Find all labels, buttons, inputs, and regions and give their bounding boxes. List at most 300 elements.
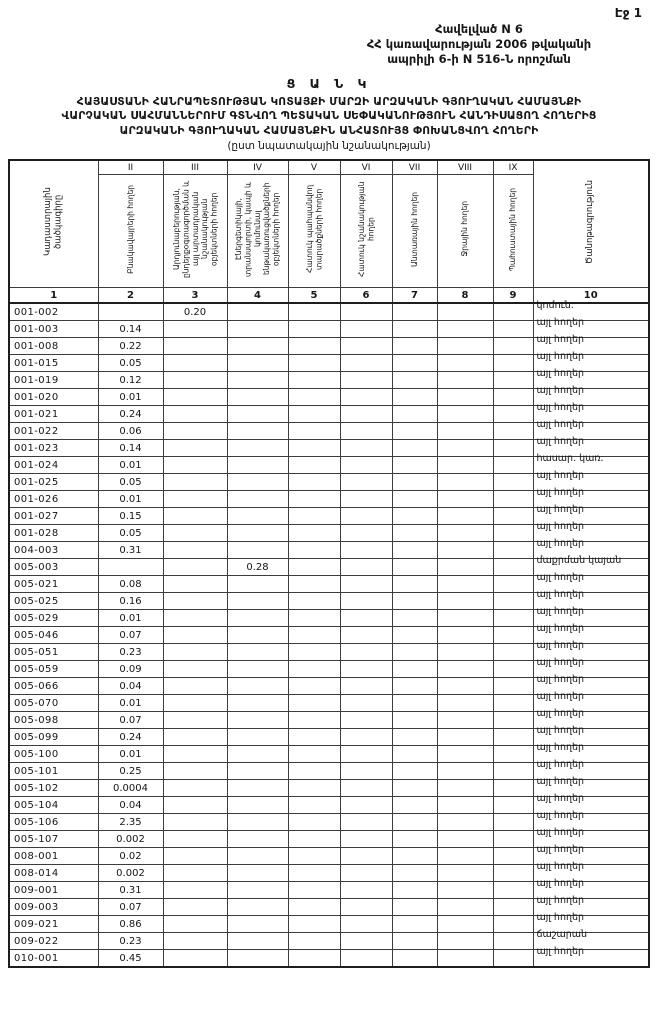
area-value-col7 [392,848,437,865]
cadastral-code: 001-028 [9,525,98,542]
area-value-col9 [493,814,533,831]
area-value-col2: 0.25 [98,763,163,780]
column-header-7 [392,175,437,288]
area-value-col5 [288,933,340,950]
area-value-col8 [437,848,493,865]
column-number-1: 1 [9,288,98,304]
area-value-col3 [163,644,227,661]
area-value-col2: 0.002 [98,831,163,848]
area-value-col5 [288,321,340,338]
area-value-col4 [227,695,288,712]
note-cell [533,945,649,968]
area-value-col4 [227,338,288,355]
appendix-title: Հավելված N 6 [435,22,523,36]
note-text: այլ հողեր [536,418,585,430]
area-value-col7 [392,916,437,933]
area-value-col6 [340,746,392,763]
note-text: այլ հողեր [536,350,585,362]
area-value-col7 [392,763,437,780]
area-value-col4 [227,355,288,372]
area-value-col9 [493,491,533,508]
area-value-col3 [163,899,227,916]
area-value-col4 [227,389,288,406]
table-row [9,950,649,968]
area-value-col3 [163,814,227,831]
area-value-col3 [163,440,227,457]
area-value-col5 [288,508,340,525]
cadastral-code: 001-024 [9,457,98,474]
note-text: այլ հողեր [536,809,585,821]
area-value-col7 [392,303,437,321]
area-value-col5 [288,559,340,576]
area-value-col8 [437,338,493,355]
area-value-col8 [437,780,493,797]
note-text: այլ հողեր [536,316,585,328]
area-value-col9 [493,508,533,525]
area-value-col7 [392,576,437,593]
column-header-8-label: Ջրային հողեր [460,201,470,257]
cadastral-code: 005-106 [9,814,98,831]
area-value-col5 [288,644,340,661]
column-header-2-label: Բնակավայրերի հողեր [125,184,135,274]
land-parcels-table [8,159,650,968]
cadastral-code: 001-023 [9,440,98,457]
area-value-col6 [340,763,392,780]
area-value-col3 [163,474,227,491]
area-value-col2: 0.01 [98,610,163,627]
column-header-6 [340,175,392,288]
cadastral-code: 005-107 [9,831,98,848]
area-value-col3 [163,372,227,389]
area-value-col7 [392,610,437,627]
cadastral-code: 001-019 [9,372,98,389]
area-value-col7 [392,831,437,848]
roman-numeral-IX: IX [493,160,533,175]
area-value-col6 [340,525,392,542]
decree-line-2: ապրիլի 6-ի N 516-Ն որոշման [387,51,571,66]
roman-numeral-IV: IV [227,160,288,175]
column-header-7-label: Անտառային հողեր [409,191,419,267]
cadastral-code: 005-102 [9,780,98,797]
note-text: այլ հողեր [536,911,585,923]
cadastral-code: 009-022 [9,933,98,950]
area-value-col6 [340,950,392,968]
area-value-col7 [392,406,437,423]
area-value-col2: 0.01 [98,491,163,508]
cadastral-code: 005-101 [9,763,98,780]
note-text: այլ հողեր [536,435,585,447]
cadastral-code: 001-025 [9,474,98,491]
cadastral-code: 009-001 [9,882,98,899]
cadastral-code: 001-022 [9,423,98,440]
area-value-col2: 0.01 [98,389,163,406]
area-value-col7 [392,661,437,678]
area-value-col5 [288,610,340,627]
area-value-col6 [340,406,392,423]
area-value-col4 [227,440,288,457]
note-text: այլ հողեր [536,860,585,872]
title-line-3: ԱՐԶԱԿԱՆԻ ԳՅՈՒՂԱԿԱՆ ՀԱՄԱՅՆՔԻՆ ԱՆՀԱՏՈՒՅՑ ՓՈԽԱՆՑՎՈՂ ՀՈՂԵՐԻ [119,123,539,137]
area-value-col9 [493,695,533,712]
area-value-col4 [227,916,288,933]
area-value-col9 [493,644,533,661]
area-value-col8 [437,831,493,848]
area-value-col3 [163,746,227,763]
area-value-col8 [437,899,493,916]
cadastral-code: 005-021 [9,576,98,593]
area-value-col5 [288,797,340,814]
area-value-col6 [340,780,392,797]
area-value-col3 [163,712,227,729]
cadastral-code: 005-051 [9,644,98,661]
area-value-col6 [340,423,392,440]
column-number-3: 3 [163,288,227,304]
note-text: այլ հողեր [536,333,585,345]
area-value-col4 [227,763,288,780]
area-value-col5 [288,814,340,831]
area-value-col6 [340,882,392,899]
area-value-col9 [493,916,533,933]
area-value-col6 [340,389,392,406]
area-value-col5 [288,525,340,542]
area-value-col2: 0.01 [98,457,163,474]
area-value-col9 [493,576,533,593]
area-value-col4 [227,678,288,695]
area-value-col4: 0.28 [227,559,288,576]
area-value-col5 [288,661,340,678]
area-value-col9 [493,474,533,491]
note-text: մաքրման կայան [536,554,622,566]
area-value-col2: 0.05 [98,525,163,542]
note-text: ճաշարան [536,928,588,940]
area-value-col4 [227,644,288,661]
cadastral-code: 005-100 [9,746,98,763]
area-value-col2: 0.002 [98,865,163,882]
note-text: այլ հողեր [536,384,585,396]
area-value-col7 [392,712,437,729]
area-value-col4 [227,303,288,321]
area-value-col8 [437,457,493,474]
area-value-col8 [437,933,493,950]
area-value-col2: 0.04 [98,797,163,814]
area-value-col9 [493,440,533,457]
area-value-col9 [493,355,533,372]
note-text: այլ հողեր [536,707,585,719]
area-value-col7 [392,338,437,355]
area-value-col4 [227,576,288,593]
area-value-col9 [493,627,533,644]
document-title: Ց Ա Ն Կ [286,75,372,91]
decree-line-1: ՀՀ կառավարության 2006 թվականի [366,36,592,51]
area-value-col8 [437,593,493,610]
area-value-col9 [493,831,533,848]
area-value-col4 [227,848,288,865]
area-value-col4 [227,950,288,968]
area-value-col3 [163,508,227,525]
note-text: այլ հողեր [536,690,585,702]
area-value-col8 [437,695,493,712]
area-value-col6 [340,457,392,474]
note-text: այլ հողեր [536,571,585,583]
area-value-col9 [493,933,533,950]
area-value-col4 [227,610,288,627]
cadastral-code: 008-001 [9,848,98,865]
note-text: այլ հողեր [536,588,585,600]
area-value-col2: 0.22 [98,338,163,355]
area-value-col8 [437,576,493,593]
area-value-col9 [493,678,533,695]
area-value-col3 [163,763,227,780]
area-value-col8 [437,525,493,542]
area-value-col6 [340,321,392,338]
roman-numeral-III: III [163,160,227,175]
area-value-col8 [437,729,493,746]
cadastral-code: 005-046 [9,627,98,644]
column-number-2: 2 [98,288,163,304]
area-value-col9 [493,303,533,321]
area-value-col7 [392,678,437,695]
area-value-col3 [163,338,227,355]
area-value-col8 [437,559,493,576]
area-value-col4 [227,457,288,474]
area-value-col3 [163,780,227,797]
area-value-col5 [288,440,340,457]
area-value-col2: 0.05 [98,355,163,372]
area-value-col5 [288,542,340,559]
area-value-col5 [288,355,340,372]
cadastral-code: 001-021 [9,406,98,423]
note-text: այլ հողեր [536,758,585,770]
area-value-col8 [437,423,493,440]
area-value-col8 [437,321,493,338]
area-value-col4 [227,372,288,389]
area-value-col6 [340,303,392,321]
cadastral-code: 005-003 [9,559,98,576]
area-value-col6 [340,848,392,865]
area-value-col3 [163,661,227,678]
area-value-col5 [288,303,340,321]
note-text: այլ հողեր [536,503,585,515]
area-value-col5 [288,763,340,780]
area-value-col3 [163,950,227,968]
cadastral-code: 005-070 [9,695,98,712]
area-value-col2: 0.24 [98,406,163,423]
area-value-col8 [437,916,493,933]
note-text: այլ հողեր [536,843,585,855]
note-text: կոմուն. [536,299,574,311]
area-value-col5 [288,491,340,508]
column-header-cadastral-code-label: Կադաստրային ծածկագիրը [43,187,64,257]
area-value-col2 [98,559,163,576]
area-value-col3 [163,729,227,746]
note-text: այլ հողեր [536,367,585,379]
page-number: Էջ 1 [614,6,642,20]
area-value-col8 [437,355,493,372]
area-value-col5 [288,406,340,423]
area-value-col4 [227,712,288,729]
area-value-col6 [340,678,392,695]
area-value-col6 [340,474,392,491]
area-value-col6 [340,644,392,661]
area-value-col5 [288,576,340,593]
cadastral-code: 001-026 [9,491,98,508]
area-value-col5 [288,746,340,763]
area-value-col9 [493,406,533,423]
area-value-col8 [437,440,493,457]
note-text: այլ հողեր [536,486,585,498]
area-value-col4 [227,474,288,491]
roman-numeral-II: II [98,160,163,175]
area-value-col8 [437,661,493,678]
area-value-col6 [340,661,392,678]
area-value-col9 [493,882,533,899]
area-value-col5 [288,848,340,865]
area-value-col7 [392,695,437,712]
area-value-col4 [227,729,288,746]
area-value-col5 [288,950,340,968]
area-value-col7 [392,542,437,559]
area-value-col4 [227,831,288,848]
area-value-col4 [227,899,288,916]
area-value-col9 [493,797,533,814]
area-value-col9 [493,712,533,729]
area-value-col2: 0.23 [98,644,163,661]
area-value-col3: 0.20 [163,303,227,321]
note-text: այլ հողեր [536,537,585,549]
cadastral-code: 001-002 [9,303,98,321]
area-value-col9 [493,423,533,440]
area-value-col6 [340,899,392,916]
area-value-col5 [288,695,340,712]
area-value-col8 [437,474,493,491]
area-value-col3 [163,525,227,542]
area-value-col5 [288,593,340,610]
area-value-col2: 0.06 [98,423,163,440]
column-number-4: 4 [227,288,288,304]
area-value-col7 [392,355,437,372]
area-value-col3 [163,457,227,474]
area-value-col2: 0.0004 [98,780,163,797]
roman-numeral-VIII: VIII [437,160,493,175]
area-value-col7 [392,457,437,474]
area-value-col6 [340,712,392,729]
area-value-col2: 0.01 [98,746,163,763]
cadastral-code: 009-021 [9,916,98,933]
column-header-note-label: Ծանոթագրություն [585,180,596,265]
column-header-8 [437,175,493,288]
column-header-4 [227,175,288,288]
area-value-col8 [437,508,493,525]
column-number-5: 5 [288,288,340,304]
area-value-col8 [437,763,493,780]
area-value-col8 [437,406,493,423]
area-value-col2: 0.09 [98,661,163,678]
area-value-col3 [163,321,227,338]
area-value-col7 [392,491,437,508]
area-value-col7 [392,474,437,491]
area-value-col2: 0.15 [98,508,163,525]
area-value-col3 [163,491,227,508]
area-value-col4 [227,491,288,508]
note-text: այլ հողեր [536,520,585,532]
area-value-col9 [493,729,533,746]
area-value-col4 [227,780,288,797]
area-value-col2: 0.12 [98,372,163,389]
column-number-9: 9 [493,288,533,304]
area-value-col6 [340,440,392,457]
area-value-col2: 0.14 [98,440,163,457]
area-value-col2: 0.05 [98,474,163,491]
area-value-col5 [288,457,340,474]
area-value-col6 [340,933,392,950]
area-value-col9 [493,865,533,882]
area-value-col2: 0.24 [98,729,163,746]
area-value-col9 [493,542,533,559]
note-text: այլ հողեր [536,792,585,804]
area-value-col6 [340,338,392,355]
area-value-col6 [340,372,392,389]
area-value-col9 [493,661,533,678]
area-value-col3 [163,695,227,712]
area-value-col3 [163,678,227,695]
area-value-col4 [227,508,288,525]
title-subtitle: (ըստ նպատակային նշանակության) [227,140,431,153]
document-page [0,6,658,968]
area-value-col2: 0.86 [98,916,163,933]
area-value-col7 [392,950,437,968]
area-value-col8 [437,644,493,661]
area-value-col6 [340,695,392,712]
area-value-col2: 0.14 [98,321,163,338]
area-value-col4 [227,814,288,831]
area-value-col7 [392,814,437,831]
cadastral-code: 005-099 [9,729,98,746]
column-number-10: 10 [533,288,649,304]
roman-numeral-VI: VI [340,160,392,175]
note-text: այլ հողեր [536,826,585,838]
area-value-col9 [493,593,533,610]
area-value-col7 [392,423,437,440]
cadastral-code: 005-104 [9,797,98,814]
area-value-col8 [437,950,493,968]
area-value-col8 [437,610,493,627]
column-header-3-label: Արդյունաբերության, ընդերքօգտագործման և այլ արտադրական նշանակության օբյեկտների հողեր [171,180,219,278]
area-value-col8 [437,746,493,763]
area-value-col2: 0.07 [98,712,163,729]
area-value-col4 [227,797,288,814]
area-value-col2: 0.08 [98,576,163,593]
column-number-6: 6 [340,288,392,304]
area-value-col7 [392,525,437,542]
area-value-col4 [227,593,288,610]
area-value-col9 [493,389,533,406]
area-value-col7 [392,389,437,406]
area-value-col7 [392,899,437,916]
area-value-col7 [392,729,437,746]
area-value-col7 [392,780,437,797]
area-value-col4 [227,423,288,440]
roman-numeral-V: V [288,160,340,175]
area-value-col5 [288,423,340,440]
area-value-col4 [227,661,288,678]
area-value-col3 [163,355,227,372]
area-value-col4 [227,933,288,950]
area-value-col5 [288,627,340,644]
column-header-note [533,160,649,288]
area-value-col2: 0.02 [98,848,163,865]
title-block [0,76,658,152]
note-text: այլ հողեր [536,877,585,889]
